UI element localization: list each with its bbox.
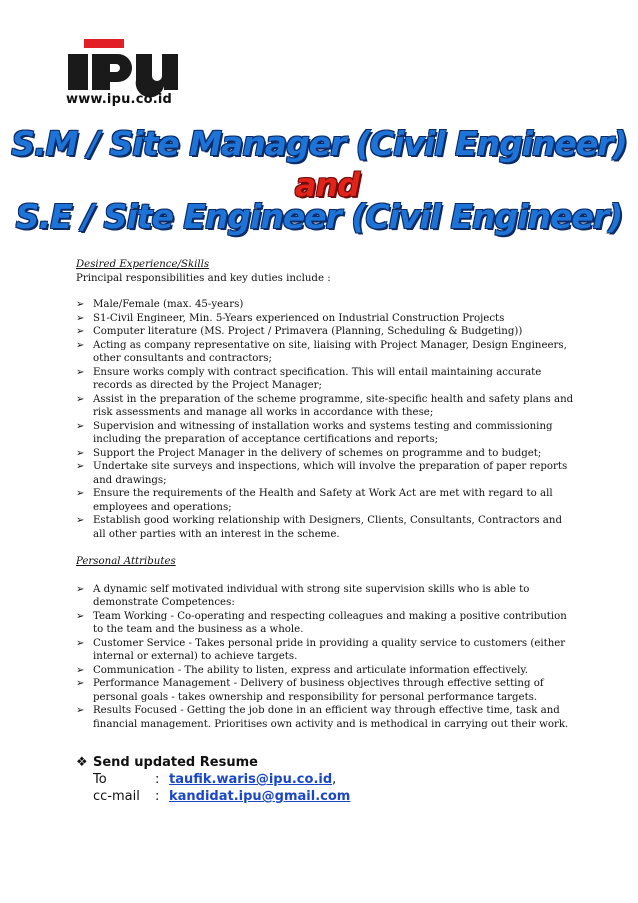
arrow-bullet-icon: ➢ (76, 488, 85, 499)
headline-site-engineer: S.E / Site Engineer (Civil Engineer) (15, 197, 623, 236)
diamond-bullet-icon: ❖ (76, 755, 88, 770)
to-suffix: , (332, 772, 337, 787)
website-url[interactable]: www.ipu.co.id (66, 92, 173, 107)
list-item: ➢ Communication - The ability to listen, express and articulate information effectively. (76, 664, 529, 676)
cc-row (76, 789, 576, 804)
job-description (76, 258, 576, 731)
attributes-list (76, 583, 576, 732)
to-row (76, 772, 576, 787)
arrow-bullet-icon: ➢ (76, 420, 85, 432)
list-item: ➢ Team Working - Co-operating and respecting colleagues and making a positive contribution to the team and the business as a whole. (76, 610, 567, 635)
experience-section-title: Desired Experience/Skills (76, 259, 210, 270)
list-item: ➢ Acting as company representative on site, liaising with Project Manager, Design Engineers, other consultants and contractors; (76, 339, 567, 364)
arrow-bullet-icon: ➢ (76, 393, 85, 405)
list-item: ➢ Male/Female (max. 45-years) (76, 299, 244, 310)
list-item: ➢ Computer literature (MS. Project / Primavera (Planning, Scheduling & Budgeting)) (76, 326, 523, 337)
arrow-bullet-icon: ➢ (76, 678, 85, 689)
arrow-bullet-icon: ➢ (76, 366, 85, 378)
send-resume-section (76, 755, 576, 804)
list-item: ➢ Performance Management - Delivery of business objectives through effective setting of personal goals - takes ownership and responsibility for personal performance targets. (76, 678, 544, 703)
send-heading: Send updated Resume (93, 755, 258, 770)
arrow-bullet-icon: ➢ (76, 339, 85, 351)
arrow-bullet-icon: ➢ (76, 326, 85, 337)
list-item: ➢ A dynamic self motivated individual with strong site supervision skills who is able to demonstrate Competences: (76, 583, 530, 608)
arrow-bullet-icon: ➢ (76, 515, 85, 526)
list-item: ➢ Customer Service - Takes personal pride in providing a quality service to customers (either internal or external) to achieve targets. (76, 637, 566, 662)
list-item: ➢ Assist in the preparation of the scheme programme, site-specific health and safety plans and risk assessments and manage all works in accordance with these; (76, 393, 574, 418)
headline-and: and (294, 166, 360, 204)
arrow-bullet-icon: ➢ (76, 705, 85, 716)
arrow-bullet-icon: ➢ (76, 637, 85, 649)
attributes-section-title: Personal Attributes (76, 556, 176, 567)
arrow-bullet-icon: ➢ (76, 299, 85, 310)
to-separator: : (155, 772, 160, 787)
list-item: ➢ Ensure the requirements of the Health and Safety at Work Act are met with regard to all employees and operations; (76, 488, 553, 513)
experience-intro: Principal responsibilities and key duties include : (76, 272, 331, 284)
experience-list (76, 298, 576, 541)
arrow-bullet-icon: ➢ (76, 583, 85, 595)
arrow-bullet-icon: ➢ (76, 664, 85, 676)
headline-site-manager: S.M / Site Manager (Civil Engineer) (11, 124, 627, 163)
to-email-link[interactable]: taufik.waris@ipu.co.id (169, 772, 333, 787)
list-item: ➢ Support the Project Manager in the delivery of schemes on programme and to budget; (76, 447, 542, 459)
cc-separator: : (155, 789, 160, 804)
arrow-bullet-icon: ➢ (76, 610, 85, 622)
list-item: ➢ Supervision and witnessing of installation works and systems testing and commissioning including the preparation of acceptance certifications and reports; (76, 420, 553, 445)
list-item: ➢ Establish good working relationship with Designers, Clients, Consultants, Contractors and all other parties with an interest in the scheme. (76, 515, 562, 540)
cc-label: cc-mail (93, 789, 140, 804)
to-label: To (93, 772, 107, 787)
list-item: ➢ Results Focused - Getting the job done in an efficient way through effective time, task and financial management. Prioritises own activity and is methodical in carrying out their work. (76, 705, 569, 730)
list-item: ➢ S1-Civil Engineer, Min. 5-Years experienced on Industrial Construction Projects (76, 312, 505, 324)
list-item: ➢ Ensure works comply with contract specification. This will entail maintaining accurate records as directed by the Project Manager; (76, 366, 542, 391)
arrow-bullet-icon: ➢ (76, 447, 85, 459)
list-item: ➢ Undertake site surveys and inspections, which will involve the preparation of paper reports and drawings; (76, 461, 568, 486)
arrow-bullet-icon: ➢ (76, 461, 85, 472)
cc-email-link[interactable]: kandidat.ipu@gmail.com (169, 789, 351, 804)
arrow-bullet-icon: ➢ (76, 312, 85, 324)
